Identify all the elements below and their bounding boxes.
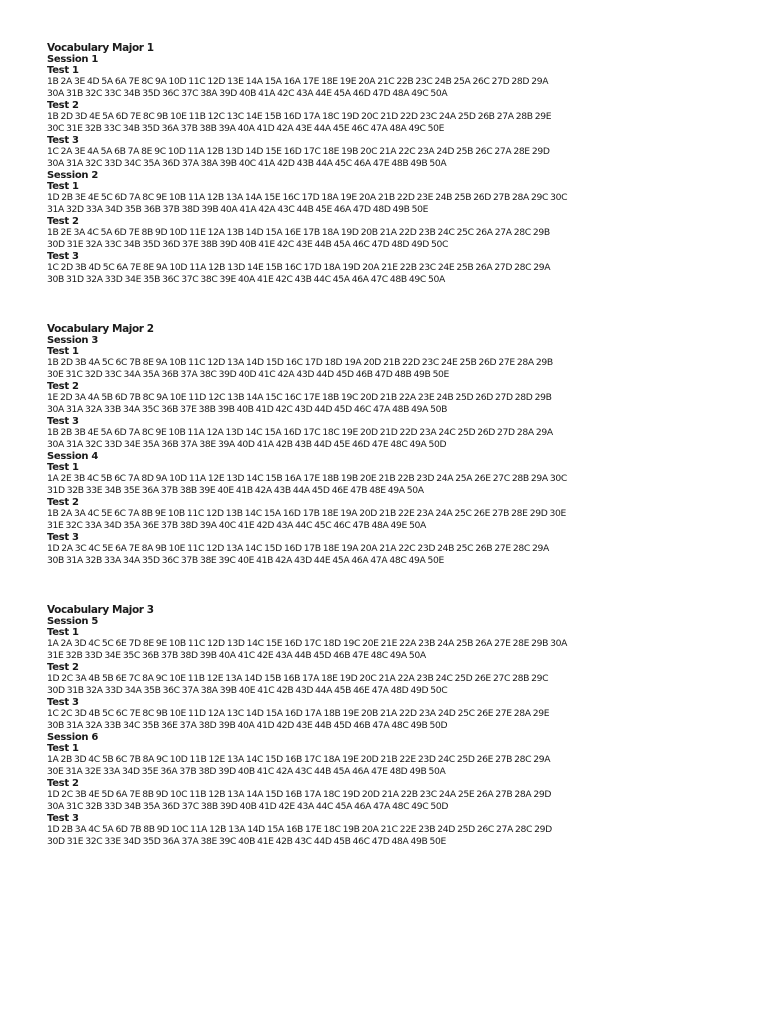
answer-list	[47, 146, 747, 170]
answer-line: 1B 2E 3A 4C 5A 6D 7E 8B 9D 10D 11E 12A 13B 14D 15A 16E 17B 18A 19D 20B 21A 22D 23B 24C 25C 26A 27A 28C 29B	[47, 227, 550, 238]
answer-line: 1B 2B 3B 4E 5A 6D 7A 8C 9E 10B 11A 12A 13D 14C 15A 16D 17C 18C 19E 20D 21D 22D 23A 24C 25D 26D 27D 28A 29A	[47, 427, 553, 438]
answer-line: 30E 31A 32E 33A 34D 35E 36A 37B 38D 39D 40B 41C 42A 43C 44B 45A 46A 47E 48D 49B 50A	[47, 766, 446, 777]
session-title: Session 3	[47, 335, 99, 346]
test-title: Test 2	[47, 662, 79, 673]
answer-line: 1D 2C 3B 4E 5D 6A 7E 8B 9D 10C 11B 12B 13A 14A 15D 16B 17A 18C 19D 20D 21A 22B 23C 24A 25E 26A 27B 28A 29D	[47, 789, 552, 800]
test-title: Test 1	[47, 181, 79, 192]
answer-line: 1C 2C 3D 4B 5C 6C 7E 8C 9B 10E 11D 12A 13C 14D 15A 16D 17A 18B 19E 20B 21A 22D 23A 24D 25C 26E 27E 28A 29E	[47, 708, 550, 719]
answer-line: 30A 31B 32C 33C 34B 35D 36C 37C 38A 39D 40B 41A 42C 43A 44E 45A 46D 47D 48A 49C 50A	[47, 88, 448, 99]
answer-list	[47, 427, 747, 451]
answer-list	[47, 227, 747, 251]
answer-line: 1C 2A 3E 4A 5A 6B 7A 8E 9C 10D 11A 12B 13D 14D 15E 16D 17C 18E 19B 20C 21A 22C 23A 24D 25B 26C 27A 28E 29D	[47, 146, 550, 157]
answer-line: 30D 31E 32A 33C 34B 35D 36D 37E 38B 39D 40B 41E 42C 43E 44B 45A 46C 47D 48D 49D 50C	[47, 239, 449, 250]
vocabulary-major-section	[47, 42, 747, 286]
session-title: Session 6	[47, 732, 99, 743]
answer-list	[47, 76, 747, 100]
answer-line: 1B 2A 3E 4D 5A 6A 7E 8C 9A 10D 11C 12D 13E 14A 15A 16A 17E 18E 19E 20A 21C 22B 23C 24B 25A 26C 27D 28D 29A	[47, 76, 549, 87]
test-title: Test 2	[47, 100, 79, 111]
test-title: Test 1	[47, 65, 79, 76]
answer-list	[47, 392, 747, 416]
answer-list	[47, 508, 747, 532]
vocabulary-major-section	[47, 323, 747, 567]
test-title: Test 3	[47, 251, 79, 262]
test-title: Test 2	[47, 497, 79, 508]
major-title: Vocabulary Major 2	[47, 323, 154, 335]
answer-line: 30A 31A 32C 33D 34C 35A 36D 37A 38A 39B 40C 41A 42D 43B 44A 45C 46A 47E 48B 49B 50A	[47, 158, 447, 169]
answer-list	[47, 192, 747, 216]
answer-line: 1E 2D 3A 4A 5B 6D 7B 8C 9A 10E 11D 12C 13B 14A 15C 16C 17E 18B 19C 20D 21B 22A 23E 24B 25D 26D 27D 28D 29B	[47, 392, 552, 403]
answer-line: 31A 32D 33A 34D 35B 36B 37B 38D 39B 40A 41A 42A 43C 44B 45E 46A 47D 48D 49B 50E	[47, 204, 429, 215]
test-title: Test 1	[47, 627, 79, 638]
answer-line: 30B 31A 32A 33B 34C 35B 36E 37A 38D 39B 40A 41D 42D 43E 44B 45D 46B 47A 48C 49B 50D	[47, 720, 448, 731]
answer-list	[47, 111, 747, 135]
answer-line: 30E 31C 32D 33C 34A 35A 36B 37A 38C 39D 40D 41C 42A 43D 44D 45D 46B 47D 48B 49B 50E	[47, 369, 450, 380]
answer-line: 1D 2C 3A 4B 5B 6E 7C 8A 9C 10E 11B 12E 13A 14D 15B 16B 17A 18E 19D 20C 21A 22A 23B 24C 25D 26E 27C 28B 29C	[47, 673, 549, 684]
answer-line: 1C 2D 3B 4D 5C 6A 7E 8E 9A 10D 11A 12B 13D 14E 15B 16C 17D 18A 19D 20A 21E 22B 23C 24E 25B 26A 27D 28C 29A	[47, 262, 551, 273]
answer-list	[47, 824, 747, 848]
answer-line: 30B 31D 32A 33D 34E 35B 36C 37C 38C 39E 40A 41E 42C 43B 44C 45A 46A 47C 48B 49C 50A	[47, 274, 445, 285]
answer-line: 31E 32C 33A 34D 35A 36E 37B 38D 39A 40C 41E 42D 43A 44C 45C 46C 47B 48A 49E 50A	[47, 520, 426, 531]
answer-line: 1A 2E 3B 4C 5B 6C 7A 8D 9A 10D 11A 12E 13D 14C 15B 16A 17E 18B 19B 20E 21B 22B 23D 24A 25A 26E 27C 28B 29A 30C	[47, 473, 567, 484]
answer-line: 31D 32B 33E 34B 35E 36A 37B 38B 39E 40E 41B 42A 43B 44A 45D 46E 47B 48E 49A 50A	[47, 485, 424, 496]
test-title: Test 3	[47, 135, 79, 146]
answer-list	[47, 638, 747, 662]
answer-line: 30D 31E 32C 33E 34D 35D 36A 37A 38E 39C 40B 41E 42B 43C 44D 45B 46C 47D 48A 49B 50E	[47, 836, 446, 847]
answer-line: 1D 2B 3E 4E 5C 6D 7A 8C 9E 10B 11A 12B 13A 14A 15E 16C 17D 18A 19E 20A 21B 22D 23E 24B 25B 26D 27B 28A 29C 30C	[47, 192, 568, 203]
answer-line: 30A 31A 32A 33B 34A 35C 36B 37E 38B 39B 40B 41D 42C 43D 44D 45D 46C 47A 48B 49A 50B	[47, 404, 448, 415]
answer-list	[47, 262, 747, 286]
answer-list	[47, 673, 747, 697]
vocabulary-major-section	[47, 604, 747, 848]
answer-list	[47, 543, 747, 567]
test-title: Test 1	[47, 462, 79, 473]
answer-key-page	[47, 42, 747, 885]
answer-line: 30A 31A 32C 33D 34E 35A 36B 37A 38E 39A 40D 41A 42B 43B 44D 45E 46D 47E 48C 49A 50D	[47, 439, 447, 450]
answer-line: 1D 2B 3A 4C 5A 6D 7B 8B 9D 10C 11A 12B 13A 14D 15A 16B 17E 18C 19B 20A 21C 22E 23B 24D 25D 26C 27A 28C 29D	[47, 824, 552, 835]
answer-line: 31E 32B 33D 34E 35C 36B 37B 38D 39B 40A 41C 42E 43A 44B 45D 46B 47E 48C 49A 50A	[47, 650, 426, 661]
answer-line: 1B 2A 3A 4C 5E 6C 7A 8B 9E 10B 11C 12D 13B 14C 15A 16D 17B 18E 19A 20D 21B 22E 23A 24A 25C 26E 27B 28E 29D 30E	[47, 508, 566, 519]
answer-list	[47, 789, 747, 813]
answer-line: 1D 2A 3C 4C 5E 6A 7E 8A 9B 10E 11C 12D 13A 14C 15D 16D 17B 18E 19A 20A 21A 22C 23D 24B 25C 26B 27E 28C 29A	[47, 543, 549, 554]
answer-line: 30D 31B 32A 33D 34A 35B 36C 37A 38A 39B 40E 41C 42B 43D 44A 45B 46E 47A 48D 49D 50C	[47, 685, 448, 696]
major-title: Vocabulary Major 3	[47, 604, 154, 616]
answer-line: 1A 2B 3D 4C 5B 6C 7B 8A 9C 10D 11B 12E 13A 14C 15D 16B 17C 18A 19E 20D 21B 22E 23D 24C 25D 26E 27B 28C 29A	[47, 754, 551, 765]
answer-list	[47, 708, 747, 732]
session-title: Session 2	[47, 170, 99, 181]
test-title: Test 1	[47, 346, 79, 357]
answer-list	[47, 473, 747, 497]
answer-line: 1B 2D 3D 4E 5A 6D 7E 8C 9B 10E 11B 12C 13C 14E 15B 16D 17A 18C 19D 20C 21D 22D 23C 24A 25D 26B 27A 28B 29E	[47, 111, 552, 122]
answer-line: 30C 31E 32B 33C 34B 35D 36A 37B 38B 39A 40A 41D 42A 43E 44A 45E 46C 47A 48A 49C 50E	[47, 123, 445, 134]
answer-list	[47, 357, 747, 381]
test-title: Test 3	[47, 813, 79, 824]
major-title: Vocabulary Major 1	[47, 42, 154, 54]
test-title: Test 3	[47, 532, 79, 543]
answer-line: 1A 2A 3D 4C 5C 6E 7D 8E 9E 10B 11C 12D 13D 14C 15E 16D 17C 18D 19C 20E 21E 22A 23B 24A 25B 26A 27E 28E 29B 30A	[47, 638, 568, 649]
test-title: Test 1	[47, 743, 79, 754]
answer-line: 30B 31A 32B 33A 34A 35D 36C 37B 38E 39C 40E 41B 42A 43D 44E 45A 46A 47A 48C 49A 50E	[47, 555, 444, 566]
answer-line: 30A 31C 32B 33D 34B 35A 36D 37C 38B 39D 40B 41D 42E 43A 44C 45A 46A 47A 48C 49C 50D	[47, 801, 449, 812]
answer-list	[47, 754, 747, 778]
test-title: Test 2	[47, 216, 79, 227]
session-title: Session 4	[47, 451, 99, 462]
session-title: Session 1	[47, 54, 99, 65]
test-title: Test 3	[47, 697, 79, 708]
answer-line: 1B 2D 3B 4A 5C 6C 7B 8E 9A 10B 11C 12D 13A 14D 15D 16C 17D 18D 19A 20D 21B 22D 23C 24E 25B 26D 27E 28A 29B	[47, 357, 553, 368]
test-title: Test 2	[47, 778, 79, 789]
session-title: Session 5	[47, 616, 99, 627]
test-title: Test 3	[47, 416, 79, 427]
test-title: Test 2	[47, 381, 79, 392]
